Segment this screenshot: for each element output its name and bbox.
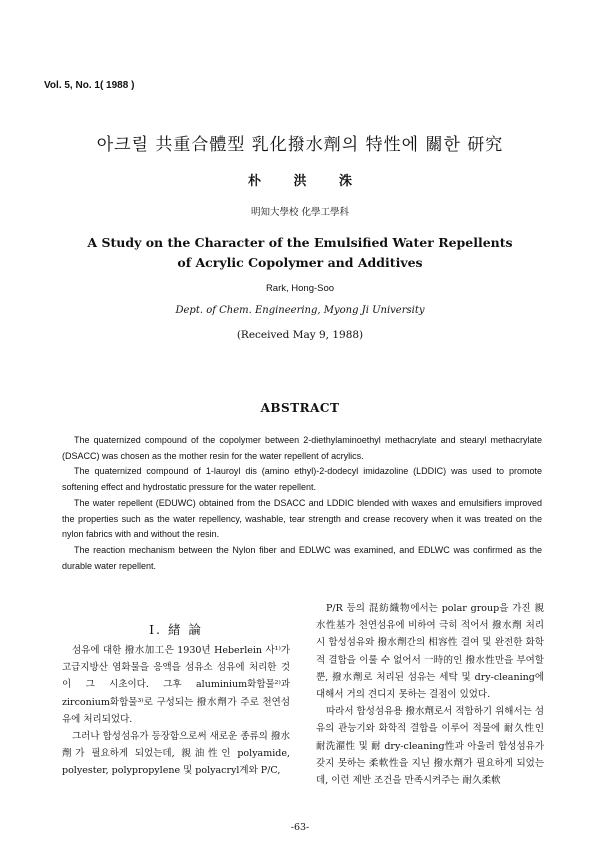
abstract-paragraph: The water repellent (EDUWC) obtained from the DSACC and LDDIC blended with waxes and emulsifiers improved the properties such as the water repellency, washable, tear strength and crease recovery when it was treated on the nylon fabrics with and without the resin. (62, 497, 542, 540)
english-affiliation: Dept. of Chem. Engineering, Myong Ji University (175, 305, 425, 316)
korean-affiliation: 明知大學校 化學工學科 (250, 207, 350, 218)
body-paragraph: 따라서 합성섬유용 撥水劑로서 적합하기 위해서는 섬유의 관능기와 화학적 결합을 이루어 적물에 耐久性인 耐洗濯性 및 耐 dry-cleaning性과 아울러 합성섬유가 갖지 못하는 柔軟性을 지닌 撥水劑가 필요하게 되었는데, 이런 제반 조건을 만족시켜주는 耐久柔軟 (316, 706, 544, 787)
left-column (62, 642, 290, 780)
body-paragraph: P/R 등의 混紡織物에서는 polar group을 가진 親水性基가 천연섬유에 비하여 극히 적어서 撥水劑 처리시 합성섬유와 撥水劑간의 相容性 결여 및 완전한 화학적 결합을 이룰 수 없어서 一時的인 撥水性만을 부여할뿐, 撥水劑로 처리된 섬유는 세탁 및 dry-cleaning에 대해서 거의 견디지 못하는 결점이 있었다. (316, 603, 544, 701)
section-heading: I. 緖 論 (149, 622, 203, 637)
body-paragraph: 섬유에 대한 撥水加工은 1930년 Heberlein 사¹⁾가 고급지방산 염화물을 응액을 섬유소 섬유에 처리한 것이 그 시초이다. 그후 aluminium화합물²⁾과 zirconium화합물³⁾로 구성되는 撥水劑가 주로 천연섬유에 처리되었다. (62, 645, 290, 725)
korean-title: 아크릴 共重合體型 乳化撥水劑의 特性에 關한 研究 (96, 135, 504, 155)
abstract-paragraph: The quaternized compound of 1-lauroyl dis (amino ethyl)-2-dodecyl imidazoline (LDDIC) was used to promote softening effect and hydrostatic pressure for the water repellent. (62, 466, 542, 493)
abstract-heading: ABSTRACT (260, 401, 340, 415)
page-number: -63- (290, 822, 310, 833)
abstract-body (62, 433, 542, 574)
english-title (0, 233, 600, 273)
english-author: Rark, Hong-Soo (265, 283, 335, 294)
received-date: (Received May 9, 1988) (236, 329, 364, 341)
body-paragraph: 그러나 합성섬유가 등장함으로써 새로운 종류의 撥水劑가 필요하게 되었는데, 親油性인 polyamide, polyester, polypropylene 및 polyacryl계와 P/C, (62, 731, 290, 777)
english-title-line2: of Acrylic Copolymer and Additives (177, 255, 423, 270)
abstract-paragraph: The quaternized compound of the copolymer between 2-diethylaminoethyl methacrylate and stearyl methacrylate (DSACC) was chosen as the mother resin for the water repellent of acrylics. (62, 435, 542, 461)
abstract-paragraph: The reaction mechanism between the Nylon fiber and EDLWC was examined, and EDLWC was confirmed as the durable water repellent. (62, 544, 542, 571)
english-title-line1: A Study on the Character of the Emulsified Water Repellents (87, 235, 513, 250)
right-column (316, 600, 544, 789)
volume-line: Vol. 5, No. 1( 1988 ) (44, 80, 135, 91)
korean-author: 朴 洪 洙 (247, 174, 367, 189)
